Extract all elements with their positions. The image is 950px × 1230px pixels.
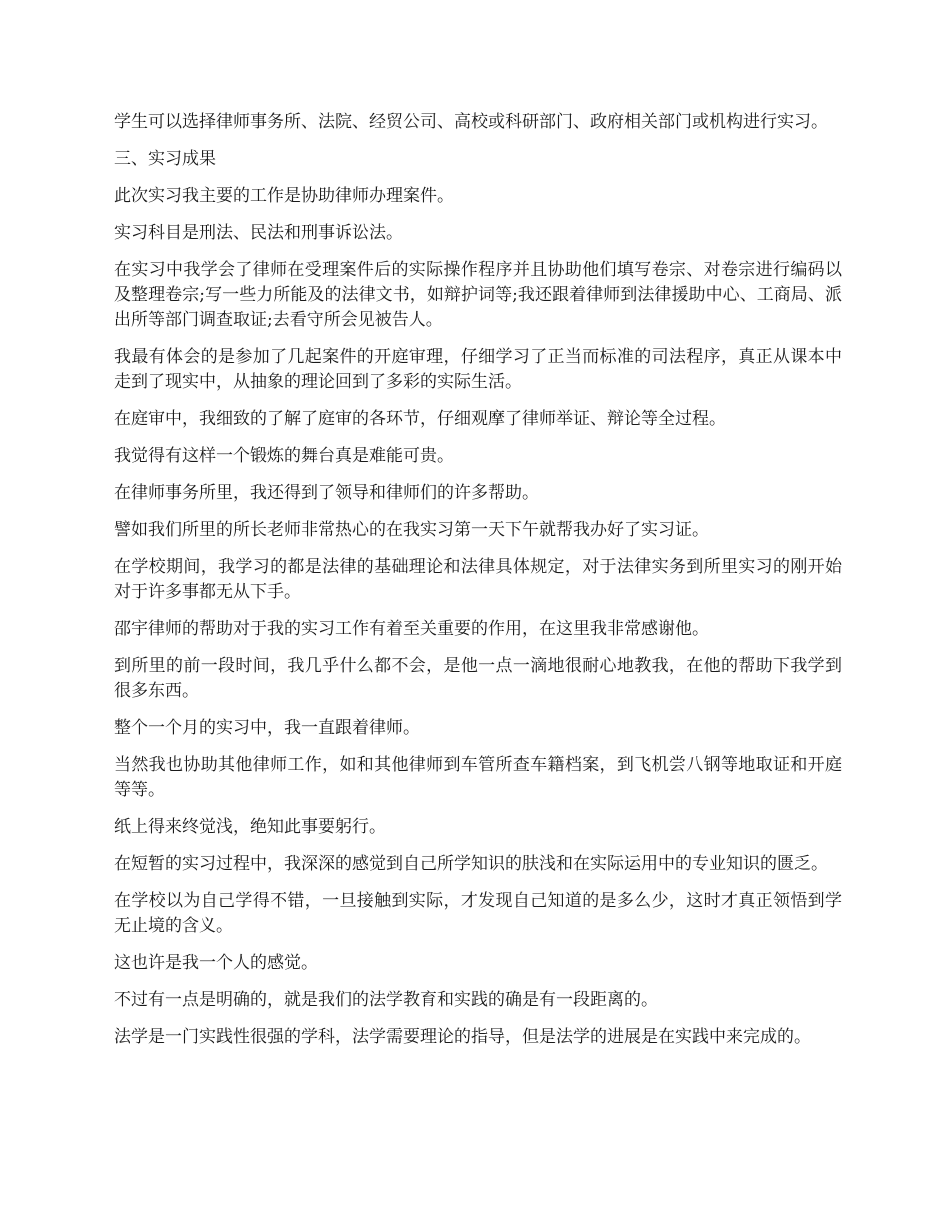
section-heading: 三、实习成果 xyxy=(114,149,216,169)
paragraph: 不过有一点是明确的，就是我们的法学教育和实践的确是有一段距离的。 xyxy=(114,990,658,1010)
paragraph: 在学校期间，我学习的都是法律的基础理论和法律具体规定，对于法律实务到所里实习的刚开始对于许多事都无从下手。 xyxy=(114,557,842,602)
paragraph: 我最有体会的是参加了几起案件的开庭审理，仔细学习了正当而标准的司法程序，真正从课本中走到了现实中，从抽象的理论回到了多彩的实际生活。 xyxy=(114,347,842,392)
paragraph: 在实习中我学会了律师在受理案件后的实际操作程序并且协助他们填写卷宗、对卷宗进行编码以及整理卷宗;写一些力所能及的法律文书，如辩护词等;我还跟着律师到法律援助中心、工商局、派出所等部门调查取证;去看守所会见被告人。 xyxy=(114,260,842,330)
paragraph: 这也许是我一个人的感觉。 xyxy=(114,953,318,973)
paragraph: 学生可以选择律师事务所、法院、经贸公司、高校或科研部门、政府相关部门或机构进行实习。 xyxy=(114,112,828,132)
document-page xyxy=(114,110,842,1062)
paragraph: 到所里的前一段时间，我几乎什么都不会，是他一点一滴地很耐心地教我，在他的帮助下我学到很多东西。 xyxy=(114,656,842,701)
paragraph: 法学是一门实践性很强的学科，法学需要理论的指导，但是法学的进展是在实践中来完成的。 xyxy=(114,1027,811,1047)
paragraph: 在庭审中，我细致的了解了庭审的各环节，仔细观摩了律师举证、辩论等全过程。 xyxy=(114,409,726,429)
paragraph: 在学校以为自己学得不错，一旦接触到实际，才发现自己知道的是多么少，这时才真正领悟到学无止境的含义。 xyxy=(114,891,842,936)
paragraph: 我觉得有这样一个锻炼的舞台真是难能可贵。 xyxy=(114,446,454,466)
paragraph: 当然我也协助其他律师工作，如和其他律师到车管所查车籍档案，到飞机尝八钢等地取证和开庭等等。 xyxy=(114,755,842,800)
paragraph: 此次实习我主要的工作是协助律师办理案件。 xyxy=(114,186,454,206)
paragraph: 整个一个月的实习中，我一直跟着律师。 xyxy=(114,718,420,738)
paragraph: 譬如我们所里的所长老师非常热心的在我实习第一天下午就帮我办好了实习证。 xyxy=(114,520,709,540)
paragraph: 邵宇律师的帮助对于我的实习工作有着至关重要的作用，在这里我非常感谢他。 xyxy=(114,619,709,639)
paragraph: 在律师事务所里，我还得到了领导和律师们的许多帮助。 xyxy=(114,483,539,503)
paragraph: 实习科目是刑法、民法和刑事诉讼法。 xyxy=(114,223,403,243)
paragraph: 在短暂的实习过程中，我深深的感觉到自己所学知识的肤浅和在实际运用中的专业知识的匮乏。 xyxy=(114,854,828,874)
paragraph: 纸上得来终觉浅，绝知此事要躬行。 xyxy=(114,817,386,837)
